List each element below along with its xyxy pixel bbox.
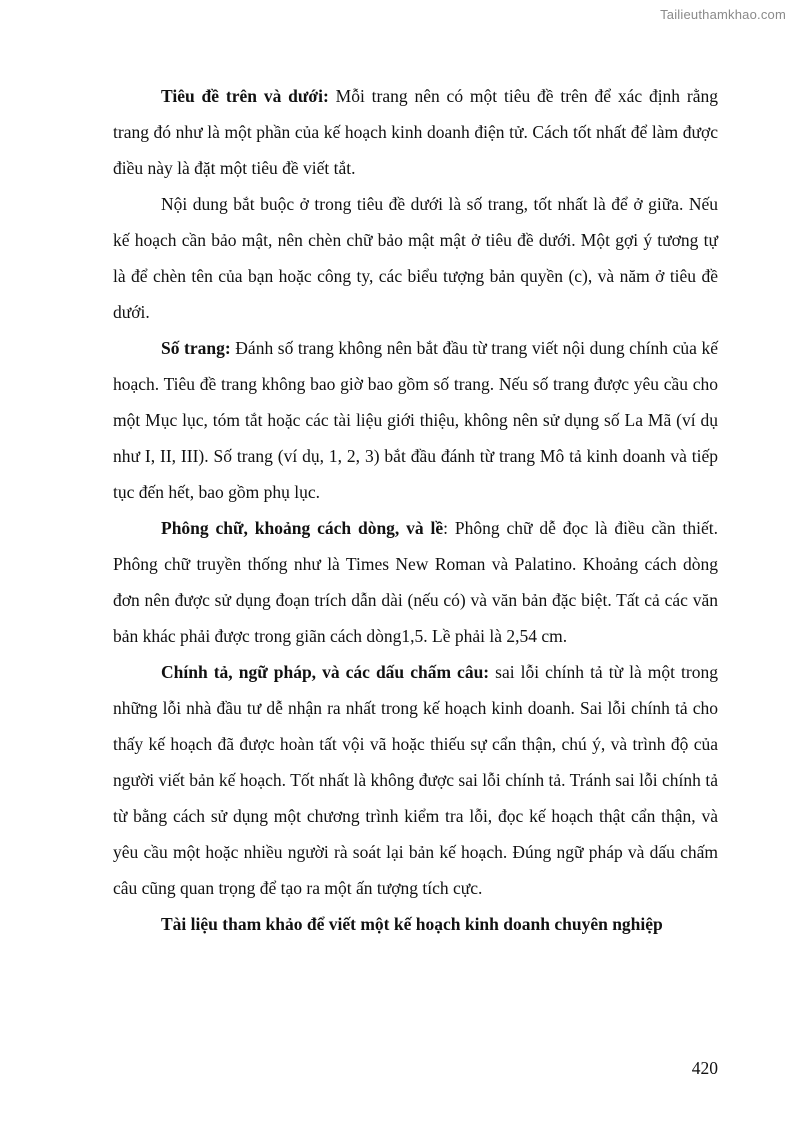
watermark: Tailieuthamkhao.com [660, 7, 786, 22]
paragraph-lead: Chính tả, ngữ pháp, và các dấu chấm câu: [161, 662, 490, 682]
document-body [113, 78, 718, 942]
paragraph-lead: Phông chữ, khoảng cách dòng, và lề [161, 518, 444, 538]
paragraph-text: Mỗi trang nên có một tiêu đề trên để xác định rằng trang đó như là một phần của kế hoạch kinh doanh điện tử. Cách tốt nhất để làm được điều này là đặt một tiêu đề viết tắt. [113, 86, 718, 178]
paragraph-text: sai lỗi chính tả từ là một trong những lỗi nhà đầu tư dễ nhận ra nhất trong kế hoạch kinh doanh. Sai lỗi chính tả cho thấy kế hoạch đã được hoàn tất vội vã hoặc thiếu sự cẩn thận, chú ý, và trình độ của người viết bản kế hoạch. Tốt nhất là không được sai lỗi chính tả. Tránh sai lỗi chính tả từ bằng cách sử dụng một chương trình kiểm tra lỗi, đọc kế hoạch thật cẩn thận, và yêu cầu một hoặc nhiều người rà soát lại bản kế hoạch. Đúng ngữ pháp và dấu chấm câu cũng quan trọng để tạo ra một ấn tượng tích cực. [113, 662, 718, 898]
paragraph-text: Đánh số trang không nên bắt đầu từ trang viết nội dung chính của kế hoạch. Tiêu đề trang không bao giờ bao gồm số trang. Nếu số trang được yêu cầu cho một Mục lục, tóm tắt hoặc các tài liệu giới thiệu, không nên sử dụng số La Mã (ví dụ như I, II, III). Số trang (ví dụ, 1, 2, 3) bắt đầu đánh từ trang Mô tả kinh doanh và tiếp tục đến hết, bao gồm phụ lục. [113, 338, 718, 502]
page-number: 420 [691, 1058, 718, 1078]
paragraph-page-numbering [113, 330, 718, 510]
paragraph-lead: Tiêu đề trên và dưới: [161, 86, 329, 106]
paragraph-lead: Số trang: [161, 338, 231, 358]
paragraph-footer-content [113, 186, 718, 330]
paragraph-spelling-grammar [113, 654, 718, 906]
paragraph-headers-footers [113, 78, 718, 186]
section-heading: Tài liệu tham khảo để viết một kế hoạch kinh doanh chuyên nghiệp [161, 914, 663, 934]
paragraph-text: : Phông chữ dễ đọc là điều cần thiết. Phông chữ truyền thống như là Times New Roman và Palatino. Khoảng cách dòng đơn nên được sử dụng đoạn trích dẫn dài (nếu có) và văn bản đặc biệt. Tất cả các văn bản khác phải được trong giãn cách dòng1,5. Lề phải là 2,54 cm. [113, 518, 719, 646]
paragraph-fonts-spacing-margins [113, 510, 718, 654]
paragraph-text: Nội dung bắt buộc ở trong tiêu đề dưới là số trang, tốt nhất là để ở giữa. Nếu kế hoạch cần bảo mật, nên chèn chữ bảo mật mật ở tiêu đề dưới. Một gợi ý tương tự là để chèn tên của bạn hoặc công ty, các biểu tượng bản quyền (c), và năm ở tiêu đề dưới. [113, 194, 718, 322]
